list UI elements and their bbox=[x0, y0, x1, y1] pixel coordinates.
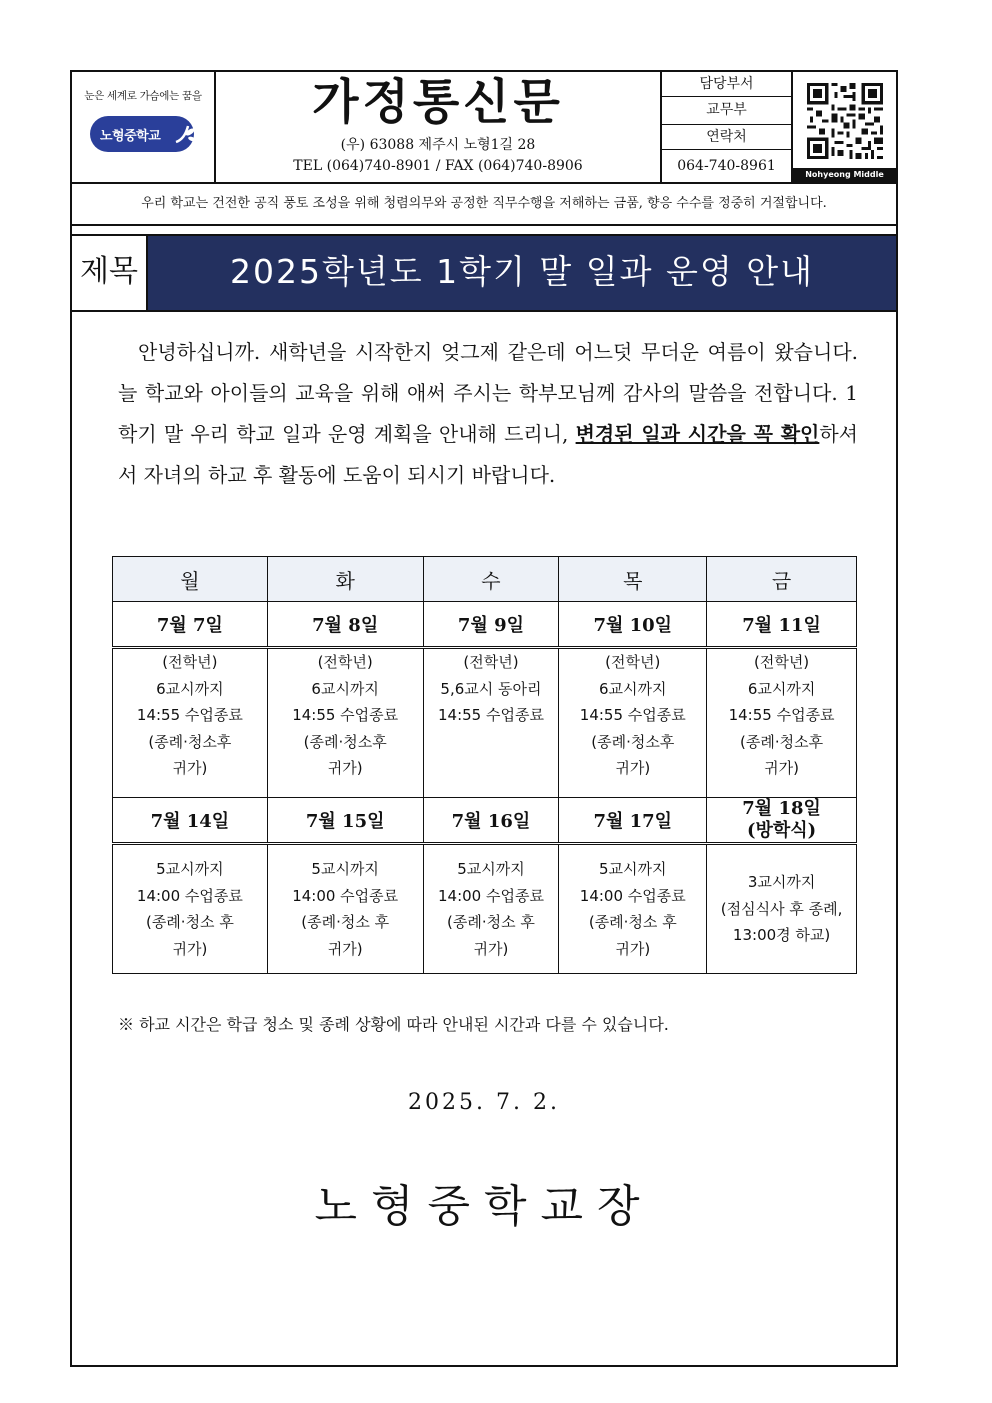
schedule-note: ※ 하교 시간은 학급 청소 및 종례 상황에 따라 안내된 시간과 다를 수 있습니다. bbox=[118, 1015, 669, 1034]
dept-value: 교무부 bbox=[662, 97, 791, 125]
date-cell: 7월 10일 bbox=[559, 602, 707, 648]
schedule-cell: (전학년) 6교시까지 14:55 수업종료 (종례·청소후 귀가) bbox=[113, 648, 268, 798]
schedule-cell: 5교시까지 14:00 수업종료 (종례·청소 후 귀가) bbox=[559, 844, 707, 974]
weekday-thu: 목 bbox=[559, 557, 707, 602]
date-cell: 7월 18일 (방학식) bbox=[707, 798, 857, 844]
subject-title: 2025학년도 1학기 말 일과 운영 안내 bbox=[148, 236, 896, 310]
subject-label: 제목 bbox=[72, 236, 148, 310]
qr-block bbox=[793, 72, 896, 193]
school-motto: 눈은 세계로 가슴에는 꿈을 bbox=[84, 90, 202, 102]
school-logo-block bbox=[72, 72, 216, 182]
schedule-cell: 5교시까지 14:00 수업종료 (종례·청소 후 귀가) bbox=[113, 844, 268, 974]
schedule-cell: 5교시까지 14:00 수업종료 (종례·청소 후 귀가) bbox=[267, 844, 423, 974]
schedule-cell: 5교시까지 14:00 수업종료 (종례·청소 후 귀가) bbox=[423, 844, 559, 974]
weekday-mon: 월 bbox=[113, 557, 268, 602]
weekday-fri: 금 bbox=[707, 557, 857, 602]
school-tel-fax: TEL (064)740-8901 / FAX (064)740-8906 bbox=[293, 158, 583, 174]
schedule-table bbox=[112, 556, 857, 974]
dept-label: 담당부서 bbox=[662, 72, 791, 97]
week2-schedule-row bbox=[113, 844, 857, 974]
letter-frame bbox=[70, 70, 898, 1367]
contact-value: 064-740-8961 bbox=[677, 158, 776, 174]
page-title: 가정통신문 bbox=[312, 74, 564, 130]
school-address: (우) 63088 제주시 노형1길 28 bbox=[340, 137, 536, 153]
week1-schedule-row bbox=[113, 648, 857, 798]
weekday-tue: 화 bbox=[267, 557, 423, 602]
intro-text-1: 안녕하십니까. 새학년을 시작한지 엊그제 같은데 어느덧 무더운 여름이 왔습니다. 늘 학교와 아이들의 교육을 위해 애써 주시는 학부모님께 감사의 말씀을 전합니다. 1학기 말 우리 학교 일과 운영 계획을 안내해 드리니, bbox=[118, 340, 858, 446]
schedule-cell: (전학년) 6교시까지 14:55 수업종료 (종례·청소후 귀가) bbox=[707, 648, 857, 798]
qr-code-icon[interactable] bbox=[807, 78, 883, 164]
date-cell: 7월 16일 bbox=[423, 798, 559, 844]
qr-caption: Nohyeong Middle School bbox=[793, 168, 896, 182]
school-logo-text: 노형중학교 bbox=[100, 129, 161, 144]
title-block bbox=[216, 72, 662, 182]
integrity-pledge: 우리 학교는 건전한 공직 풍토 조성을 위해 청렴의무와 공정한 직무수행을 저해하는 금품, 향응 수수를 정중히 거절합니다. bbox=[72, 184, 896, 226]
schedule-cell: (전학년) 6교시까지 14:55 수업종료 (종례·청소후 귀가) bbox=[267, 648, 423, 798]
date-cell: 7월 17일 bbox=[559, 798, 707, 844]
date-cell: 7월 7일 bbox=[113, 602, 268, 648]
schedule-cell: 3교시까지 (점심식사 후 종례, 13:00경 하교) bbox=[707, 844, 857, 974]
intro-text-2: 하셔서 자녀의 하교 후 활동에 도움이 되시기 바랍니다. bbox=[118, 422, 858, 487]
schedule-cell: (전학년) 5,6교시 동아리 14:55 수업종료 bbox=[423, 648, 559, 798]
date-cell: 7월 8일 bbox=[267, 602, 423, 648]
principal-signature: 노형중학교장 bbox=[314, 1181, 654, 1232]
date-cell: 7월 15일 bbox=[267, 798, 423, 844]
date-cell: 7월 11일 bbox=[707, 602, 857, 648]
intro-paragraph bbox=[118, 332, 858, 496]
contact-label: 연락처 bbox=[662, 125, 791, 150]
date-cell: 7월 9일 bbox=[423, 602, 559, 648]
week2-date-row bbox=[113, 798, 857, 844]
subject-band bbox=[72, 234, 896, 312]
logo-leaf-icon bbox=[172, 122, 198, 148]
issue-date: 2025. 7. 2. bbox=[408, 1090, 560, 1115]
schedule-cell: (전학년) 6교시까지 14:55 수업종료 (종례·청소후 귀가) bbox=[559, 648, 707, 798]
weekday-wed: 수 bbox=[423, 557, 559, 602]
date-cell: 7월 14일 bbox=[113, 798, 268, 844]
weekday-header-row bbox=[113, 557, 857, 602]
contact-block bbox=[662, 72, 793, 182]
intro-emphasis: 변경된 일과 시간을 꼭 확인 bbox=[575, 422, 820, 446]
week1-date-row bbox=[113, 602, 857, 648]
letterhead bbox=[72, 72, 896, 193]
